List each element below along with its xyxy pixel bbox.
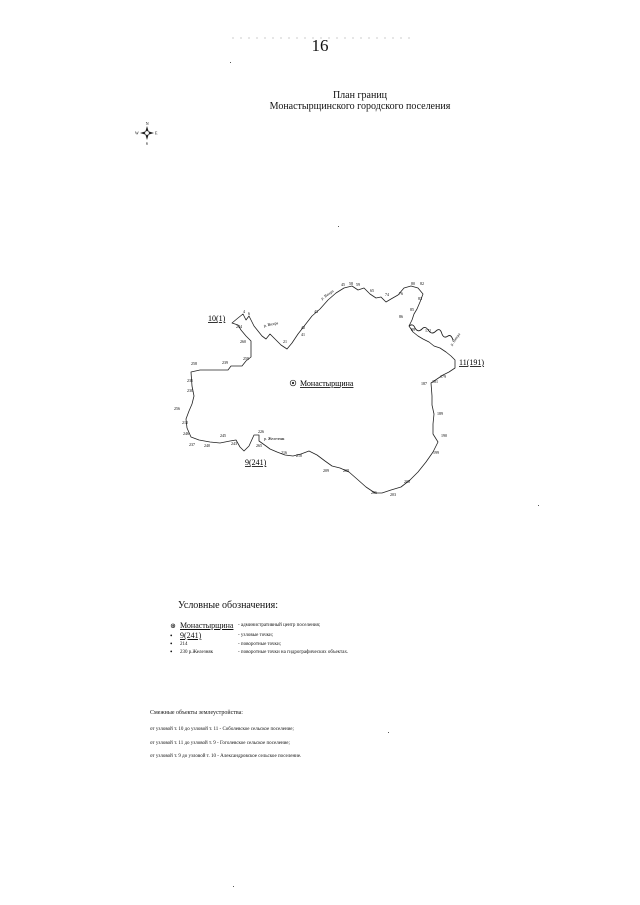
point-label: 80 <box>411 281 415 286</box>
point-label: 190 <box>441 433 447 438</box>
node-label-9: 9(241) <box>245 458 267 467</box>
point-label: 230 <box>187 388 193 393</box>
point-label: 172 <box>425 328 431 333</box>
neighbors-title: Смежные объекты землеустройства: <box>150 710 243 716</box>
point-label: 237 <box>189 442 195 447</box>
legend-row-center <box>170 621 320 630</box>
legend-row-node <box>170 631 273 640</box>
point-label: 260 <box>240 339 246 344</box>
point-label: 43 <box>314 309 318 314</box>
compass-s: S <box>145 141 148 146</box>
legend-desc: - поворотные точки; <box>238 641 282 647</box>
point-label: 179 <box>440 374 446 379</box>
legend-name: 9(241) <box>180 631 202 640</box>
river-label: р. Вихра <box>319 288 335 301</box>
point-label: 181 <box>432 379 438 384</box>
legend-row-turn <box>170 640 281 648</box>
point-label: 265 <box>256 443 262 448</box>
legend-desc: - поворотные точки на гидрографических объектах. <box>238 649 349 655</box>
map-title-line1: План границ <box>332 90 388 101</box>
point-label: 21 <box>283 339 287 344</box>
point-label: 86 <box>399 314 403 319</box>
point-label: 65 <box>370 288 374 293</box>
point-label: 208 <box>343 468 349 473</box>
point-icon: • <box>170 640 173 648</box>
point-label: 212 <box>182 420 188 425</box>
point-label: 199 <box>433 450 439 455</box>
point-label: 187 <box>421 381 427 386</box>
point-label: 41 <box>301 332 305 337</box>
point-label: 216 <box>281 450 287 455</box>
point-label: 210 <box>296 453 302 458</box>
point-label: 258 <box>191 361 197 366</box>
point-label: 226 <box>258 429 264 434</box>
neighbor-line: от узловой т. 9 до узловой т. 10 - Александровское сельское поселение. <box>150 754 302 759</box>
point-label: 83 <box>418 296 422 301</box>
page-number: 16 <box>311 36 329 55</box>
compass-e: E <box>155 130 158 136</box>
point-label: 76 <box>399 291 403 296</box>
point-label: 58 <box>349 281 353 286</box>
point-label: 239 <box>222 360 228 365</box>
settlement-boundary <box>186 286 455 493</box>
point-label: 256 <box>174 406 180 411</box>
point-label: 246 <box>183 431 189 436</box>
compass-n: N <box>145 121 149 126</box>
river-label: р. Железняк <box>264 436 285 441</box>
compass-w: W <box>135 130 139 136</box>
point-label: 74 <box>385 292 389 297</box>
point-label: 209 <box>323 468 329 473</box>
legend-desc: - административный центр поселения; <box>238 623 321 628</box>
node-label-11: 11(191) <box>459 358 485 367</box>
point-label: 4 <box>243 309 245 314</box>
point-label: 42 <box>301 325 305 330</box>
center-label: Монастырщина <box>300 379 354 388</box>
point-label: 243 <box>231 441 237 446</box>
point-label: 82 <box>420 281 424 286</box>
node-label-10: 10(1) <box>208 314 226 323</box>
point-label: 245 <box>220 433 226 438</box>
point-label: 259 <box>243 356 249 361</box>
legend-name: Монастырщина <box>180 621 234 630</box>
point-label: 45 <box>341 282 345 287</box>
point-label: 206 <box>371 490 377 495</box>
point-label: 6 <box>248 311 250 316</box>
point-label: 235 <box>187 378 193 383</box>
compass-rose <box>135 121 158 146</box>
point-icon: • <box>170 631 173 640</box>
point-icon: • <box>170 648 173 656</box>
point-label: 59 <box>356 282 360 287</box>
neighbor-line: от узловой т. 10 до узловой т. 11 - Соболевское сельское поселение; <box>150 727 294 732</box>
point-label: 200 <box>404 479 410 484</box>
river-label: р. Вихра <box>448 331 462 347</box>
legend-title: Условные обозначения: <box>178 600 279 611</box>
point-label: 244 <box>236 324 242 329</box>
admin-center-icon: ⊛ <box>170 621 176 630</box>
map-title-line2: Монастырщинского городского поселения <box>269 101 451 112</box>
point-label: 89 <box>411 327 415 332</box>
point-label: 189 <box>437 411 443 416</box>
point-label: 203 <box>390 492 396 497</box>
point-label: 240 <box>204 443 210 448</box>
legend-name: 214 <box>180 641 188 647</box>
legend-desc: - узловые точки; <box>238 633 274 638</box>
river-label: р. Вихра <box>263 320 279 328</box>
legend-row-hydro <box>170 648 348 656</box>
neighbor-line: от узловой т. 11 до узловой т. 9 - Гоголевское сельское поселение; <box>150 741 290 746</box>
point-label: 85 <box>410 307 414 312</box>
legend-name: 230 р.Железняк <box>180 649 214 655</box>
